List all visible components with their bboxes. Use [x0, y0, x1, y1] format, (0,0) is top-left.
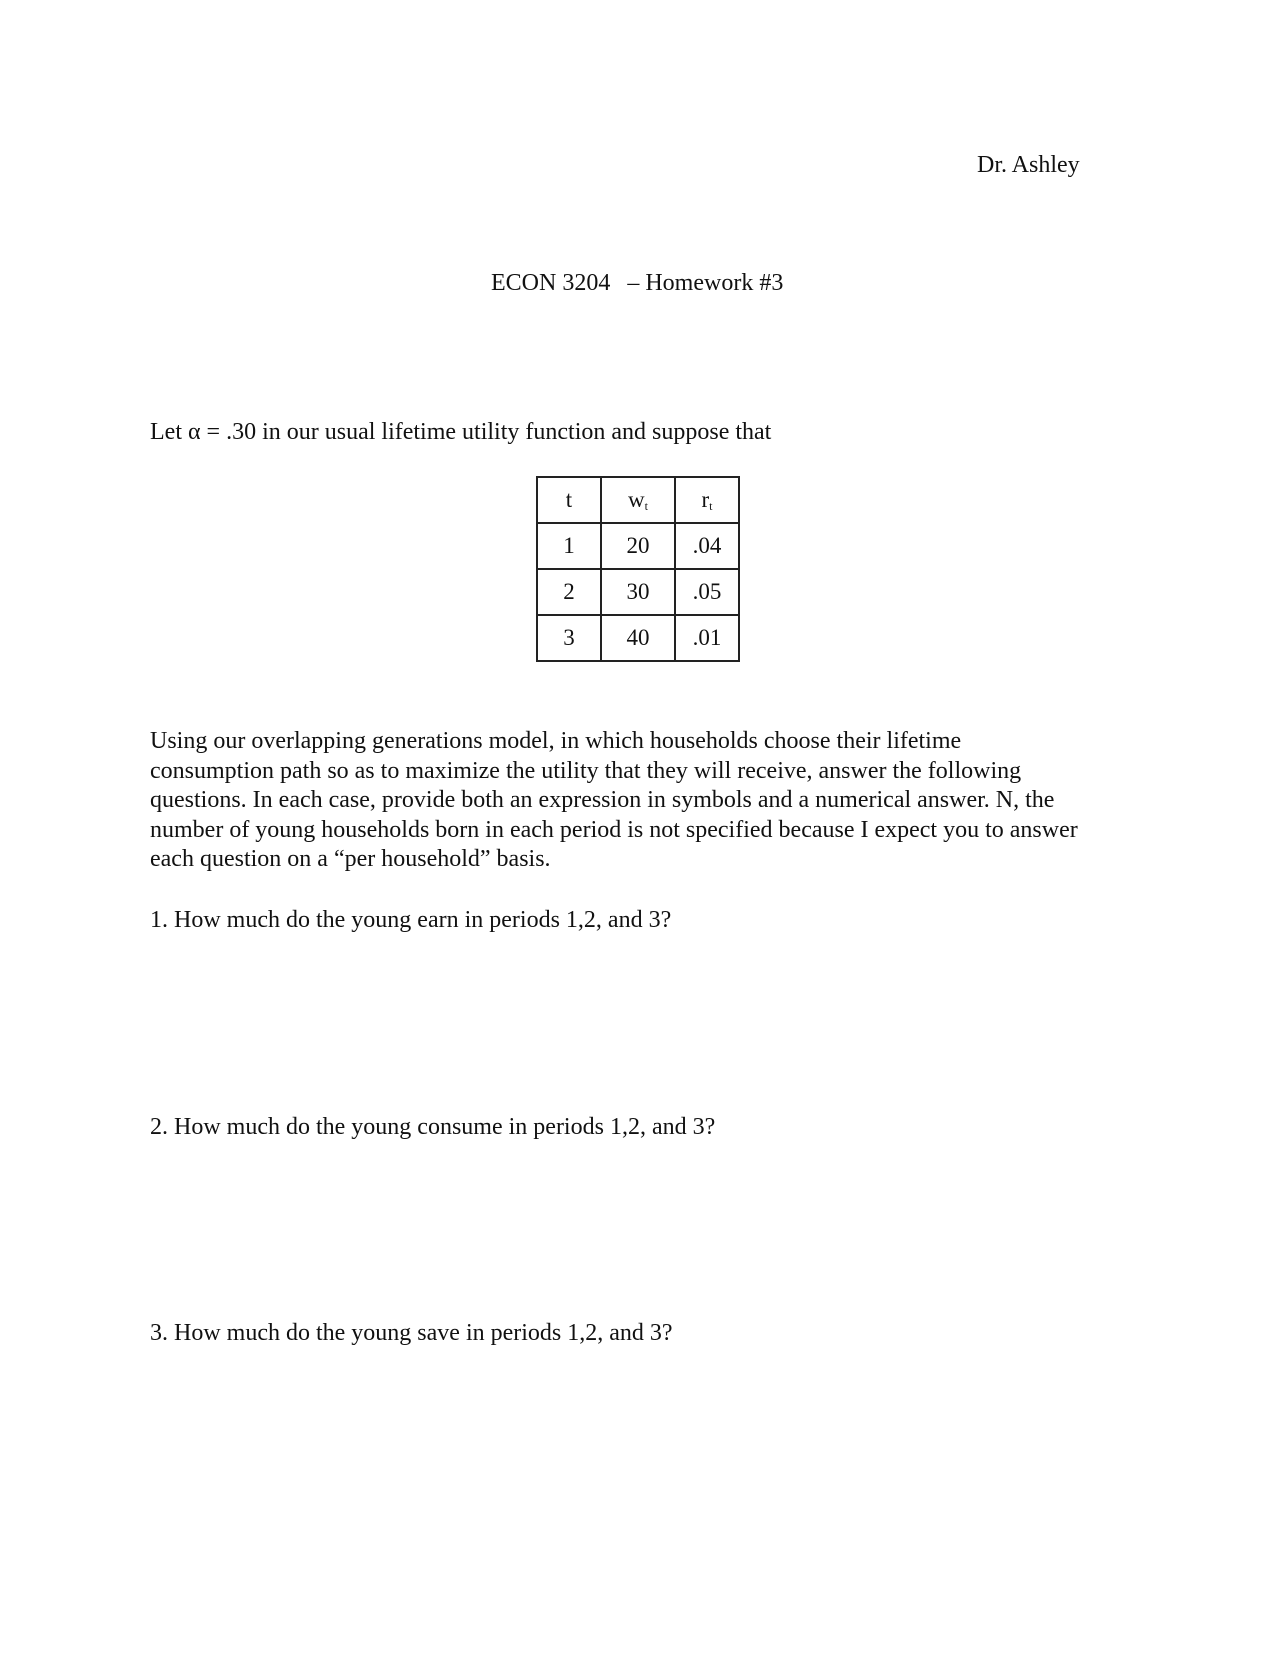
instructions-paragraph	[150, 727, 1130, 875]
table-header-rate: $r_t$	[675, 477, 739, 523]
table-cell: 40	[601, 615, 675, 661]
table-cell: 1	[537, 523, 601, 569]
table-row	[537, 569, 739, 615]
table-header-row	[537, 477, 739, 523]
paragraph-line: consumption path so as to maximize the utility that they will receive, answer the following	[150, 757, 1022, 784]
intro-text: Let α = .30 in our usual lifetime utility function and suppose that	[150, 419, 772, 445]
table-cell: .01	[675, 615, 739, 661]
table-cell: .05	[675, 569, 739, 615]
question-2: 2. How much do the young consume in periods 1,2, and 3?	[150, 1114, 716, 1140]
table-cell: 2	[537, 569, 601, 615]
page-title	[491, 268, 783, 298]
assignment-name: Homework #3	[645, 270, 784, 296]
paragraph-line: Using our overlapping generations model, in which households choose their lifetime	[150, 728, 962, 754]
paragraph-line: questions. In each case, provide both an expression in symbols and a numerical answer. N, the	[150, 787, 1055, 813]
table-row	[537, 523, 739, 569]
table-header-wage: $w_t$	[601, 477, 675, 523]
table-header-t: t	[537, 477, 601, 523]
author-name: Dr. Ashley	[977, 152, 1080, 178]
table-row	[537, 615, 739, 661]
table-cell: 3	[537, 615, 601, 661]
data-table	[536, 476, 740, 662]
paragraph-line: each question on a “per household” basis.	[150, 846, 551, 872]
table-cell: .04	[675, 523, 739, 569]
table-cell: 30	[601, 569, 675, 615]
question-3: 3. How much do the young save in periods 1,2, and 3?	[150, 1320, 673, 1346]
course-code: ECON 3204	[491, 270, 611, 296]
title-dash: –	[627, 270, 640, 296]
question-1: 1. How much do the young earn in periods 1,2, and 3?	[150, 907, 672, 933]
table-cell: 20	[601, 523, 675, 569]
paragraph-line: number of young households born in each period is not specified because I expect you to answer	[150, 816, 1078, 843]
